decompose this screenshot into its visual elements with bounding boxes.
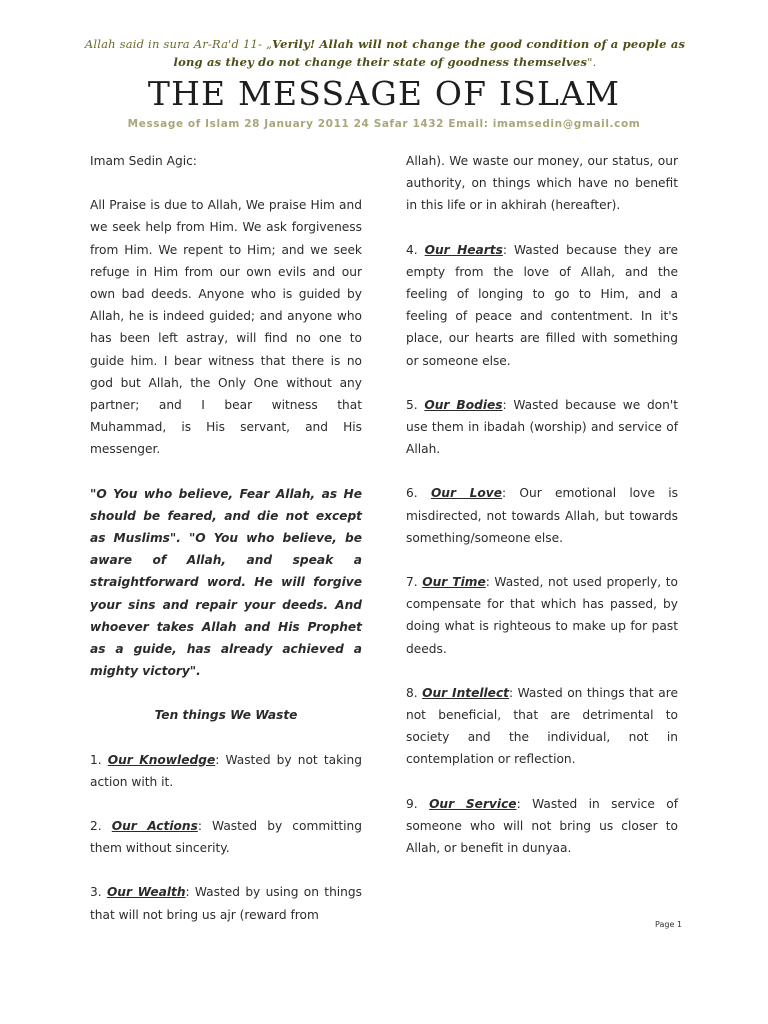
page-title: THE MESSAGE OF ISLAM: [147, 74, 621, 113]
list-item: 8. Our Intellect: Wasted on things that are not beneficial, that are detrimental to society and the individual, not in contemplation or reflection.: [406, 685, 679, 767]
list-item: 3. Our Wealth: Wasted by using on things that will not bring us ajr (reward from: [90, 885, 362, 922]
issue-info-line: Message of Islam 28 January 2011 24 Safar 1432 Email: imamsedin@gmail.com: [127, 118, 641, 130]
continuation-paragraph: Allah). We waste our money, our status, our authority, on things which have no benefit in this life or in akhirah (hereafter).: [406, 154, 678, 213]
list-heading: Ten things We Waste: [154, 708, 298, 723]
list-item: 2. Our Actions: Wasted by committing them without sincerity.: [90, 819, 362, 856]
banner-quote-open: „: [265, 37, 273, 51]
list-item: 6. Our Love: Our emotional love is misdirected, not towards Allah, but towards something/someone else.: [406, 486, 678, 545]
left-column: [90, 150, 362, 948]
quran-quote-paragraph: "O You who believe, Fear Allah, as He should be feared, and die not except as Muslims". "O You who believe, be aware of Allah, and speak a straightforward word. He will forgive your sins and repair your deeds. And whoever takes Allah and His Prophet as a guide, has already achieved a mighty victory".: [90, 486, 362, 679]
page-number: Page 1: [655, 920, 682, 929]
list-item: 5. Our Bodies: Wasted because we don't use them in ibadah (worship) and service of Allah.: [406, 397, 678, 457]
banner-rest: ! Allah will not change the good condition of a people as long as they do not change their state of goodness themselves: [173, 37, 686, 69]
author-line: Imam Sedin Agic:: [90, 154, 197, 168]
list-item: 1. Our Knowledge: Wasted by not taking action with it.: [90, 752, 362, 789]
banner-prefix: Allah said in sura Ar-Ra'd 11-: [84, 37, 266, 51]
banner-verily: Verily: [272, 37, 310, 51]
list-item: 4. Our Hearts: Wasted because they are empty from the love of Allah, and the feeling of longing to go to Him, and a feeling of peace and contentment. In it's place, our hearts are filled with something or someone else.: [406, 242, 678, 368]
banner-close: ".: [587, 55, 597, 69]
quran-quote-banner: [80, 35, 690, 71]
list-item: 9. Our Service: Wasted in service of someone who will not bring us closer to Allah, or benefit in dunyaa.: [406, 796, 678, 856]
intro-paragraph: All Praise is due to Allah, We praise Him and we seek help from Him. We ask forgiveness from Him. We repent to Him; and we seek refuge in Him from our own evils and our own bad deeds. Anyone who is guided by Allah, he is indeed guided; and anyone who has been left astray, will find no one to guide him. I bear witness that there is no god but Allah, the Only One without any partner; and I bear witness that Muhammad, is His servant, and His messenger.: [90, 198, 362, 457]
right-column: [406, 150, 678, 881]
list-item: 7. Our Time: Wasted, not used properly, to compensate for that which has passed, by doing what is righteous to make up for past deeds.: [406, 575, 678, 656]
